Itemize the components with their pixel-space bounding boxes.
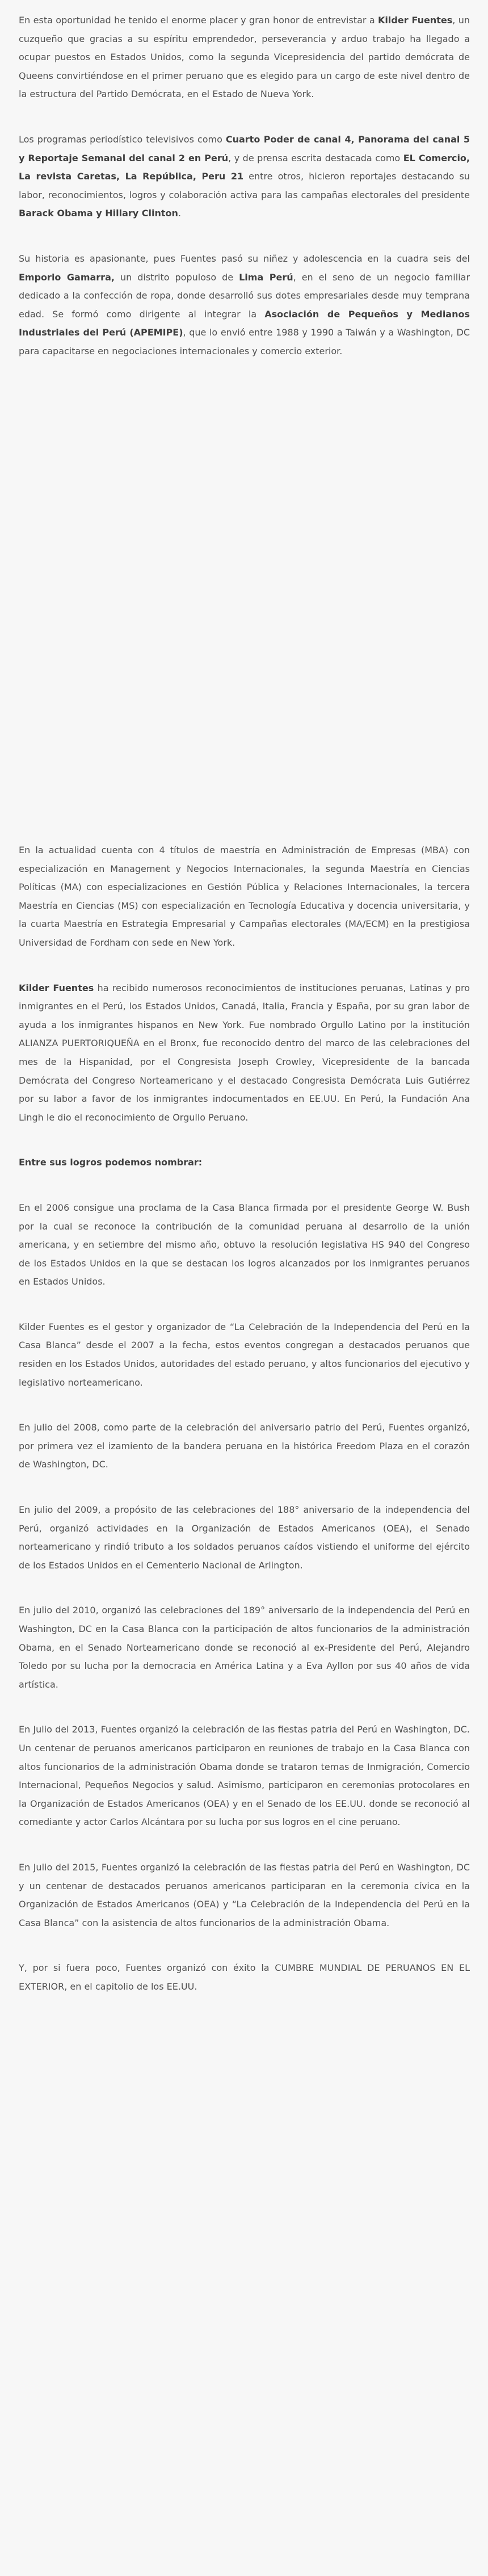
bold-text: Emporio Gamarra, xyxy=(19,271,115,283)
background-paragraph: Su historia es apasionante, pues Fuentes pasó su niñez y adolescencia en la cuadra seis del Emporio Gamarra, un distrito populoso de Lima Perú, en el seno de un negocio familiar dedicado a la confección de ropa, donde desarrolló sus dotes empresariales desde muy temprana edad. Se formó como dirigente al integrar la Asociación de Pequeños y Medianos Industriales del Perú (APEMIPE), que lo envió entre 1988 y 1990 a Taiwán y a Washington, DC para capacitarse en negociaciones internacionales y comercio exterior. xyxy=(19,253,470,356)
logro-paragraph: Y, por si fuera poco, Fuentes organizó con éxito la CUMBRE MUNDIAL DE PERUANOS EN EL EXTERIOR, en el capitolio de los EE.UU. xyxy=(19,1962,470,1992)
logro-paragraph: En julio del 2010, organizó las celebraciones del 189° aniversario de la independencia del Perú en Washington, DC en la Casa Blanca con la participación de altos funcionarios de la administración Obama, en el Senado Norteamericano donde se reconoció al ex-Presidente del Perú, Alejandro Toledo por su lucha por la democracia en América Latina y a Eva Ayllon por sus 40 años de vida artística. xyxy=(19,1605,470,1690)
intro-paragraph: En esta oportunidad he tenido el enorme placer y gran honor de entrevistar a Kilder Fuentes, un cuzqueño que gracias a su espíritu emprendedor, perseverancia y arduo trabajo ha llegado a ocupar puestos en Estados Unidos, como la segunda Vicepresidencia del partido demócrata de Queens convirtiéndose en el primer peruano que es elegido para un cargo de este nivel dentro de la estructura del Partido Demócrata, en el Estado de Nueva York. xyxy=(19,15,470,100)
bold-text: Barack Obama y Hillary Clinton xyxy=(19,208,178,219)
bold-text: Kilder Fuentes xyxy=(378,15,453,26)
recognitions-paragraph: Kilder Fuentes ha recibido numerosos reconocimientos de instituciones peruanas, Latinas y pro inmigrantes en el Perú, los Estados Unidos, Canadá, Italia, Francia y España, por su gran labor de ayuda a los inmigrantes hispanos en New York. Fue nombrado Orgullo Latino por la institución ALIANZA PUERTORIQUEÑA en el Bronx, fue reconocido dentro del marco de las celebraciones del mes de la Hispanidad, por el Congresista Joseph Crowley, Vicepresidente de la bancada Demócrata del Congreso Norteamericano y el destacado Congresista Demócrata Luis Gutiérrez por su labor a favor de los inmigrantes indocumentados en EE.UU. En Perú, la Fundación Ana Lingh le dio el reconocimiento de Orgullo Peruano. xyxy=(19,982,470,1123)
logro-paragraph: En Julio del 2013, Fuentes organizó la celebración de las fiestas patria del Perú en Washington, DC. Un centenar de peruanos americanos participaron en reuniones de trabajo en la Casa Blanca con altos funcionarios de la administración Obama donde se trataron temas de Inmigración, Comercio Internacional, Pequeños Negocios y salud. Asimismo, participaron en ceremonias protocolares en la Organización de Estados Americanos (OEA) y en el Senado de los EE.UU. donde se reconoció al comediante y actor Carlos Alcántara por su lucha por sus logros en el cine peruano. xyxy=(19,1724,470,1828)
logro-paragraph: En Julio del 2015, Fuentes organizó la celebración de las fiestas patria del Perú en Washington, DC y un centenar de destacados peruanos americanos participaran en la ceremonia cívica en la Organización de Estados Americanos (OEA) y “La Celebración de la Independencia del Perú en la Casa Blanca” con la asistencia de altos funcionarios de la administración Obama. xyxy=(19,1861,470,1928)
bold-text: EL Comercio, La revista Caretas, La República, Peru 21 xyxy=(19,152,470,182)
education-paragraph: En la actualidad cuenta con 4 títulos de maestría en Administración de Empresas (MBA) con especialización en Management y Negocios Internacionales, la segunda Maestría en Ciencias Políticas (MA) con especializaciones en Gestión Pública y Relaciones Internacionales, la tercera Maestría en Ciencias (MS) con especialización en Tecnología Educativa y docencia universitaria, y la cuarta Maestría en Estrategia Empresarial y Campañas electorales (MA/ECM) en la prestigiosa Universidad de Fordham con sede en New York. xyxy=(19,845,470,948)
article-top-section xyxy=(19,11,470,388)
bold-text: Asociación de Pequeños y Medianos Industriales del Perú (APEMIPE) xyxy=(19,308,470,338)
logro-paragraph: En julio del 2009, a propósito de las celebraciones del 188° aniversario de la independencia del Perú, organizó actividades en la Organización de Estados Americanos (OEA), el Senado norteamericano y rindió tributo a los soldados peruanos caídos vistiendo el uniforme del ejército de los Estados Unidos en el Cementerio Nacional de Arlington. xyxy=(19,1504,470,1571)
article-bottom-section xyxy=(19,841,470,2023)
bold-text: Kilder Fuentes xyxy=(19,982,94,993)
logro-paragraph: Kilder Fuentes es el gestor y organizador de “La Celebración de la Independencia del Perú en la Casa Blanca” desde el 2007 a la fecha, estos eventos congregan a destacados peruanos que residen en los Estados Unidos, autoridades del estado peruano, y altos funcionarios del ejecutivo y legislativo norteamericano. xyxy=(19,1321,470,1388)
bold-text: Cuarto Poder de canal 4, Panorama del canal 5 y Reportaje Semanal del canal 2 en Perú xyxy=(19,133,470,163)
bold-text: Lima Perú xyxy=(239,271,293,283)
logro-paragraph: En el 2006 consigue una proclama de la Casa Blanca firmada por el presidente George W. Bush por la cual se reconoce la contribución de la comunidad peruana al desarrollo de la unión americana, y en setiembre del mismo año, obtuvo la resolución legislativa HS 940 del Congreso de los Estados Unidos en la que se destacan los logros alcanzados por los inmigrantes peruanos en Estados Unidos. xyxy=(19,1202,470,1287)
logros-heading: Entre sus logros podemos nombrar: xyxy=(19,1157,203,1168)
media-coverage-paragraph: Los programas periodístico televisivos como Cuarto Poder de canal 4, Panorama del canal 5 y Reportaje Semanal del canal 2 en Perú, y de prensa escrita destacada como EL Comercio, La revista Caretas, La República, Peru 21 entre otros, hicieron reportajes destacando su labor, reconocimientos, logros y colaboración activa para las campañas electorales del presidente Barack Obama y Hillary Clinton. xyxy=(19,133,470,219)
logro-paragraph: En julio del 2008, como parte de la celebración del aniversario patrio del Perú, Fuentes organizó, por primera vez el izamiento de la bandera peruana en la histórica Freedom Plaza en el corazón de Washington, DC. xyxy=(19,1422,470,1470)
